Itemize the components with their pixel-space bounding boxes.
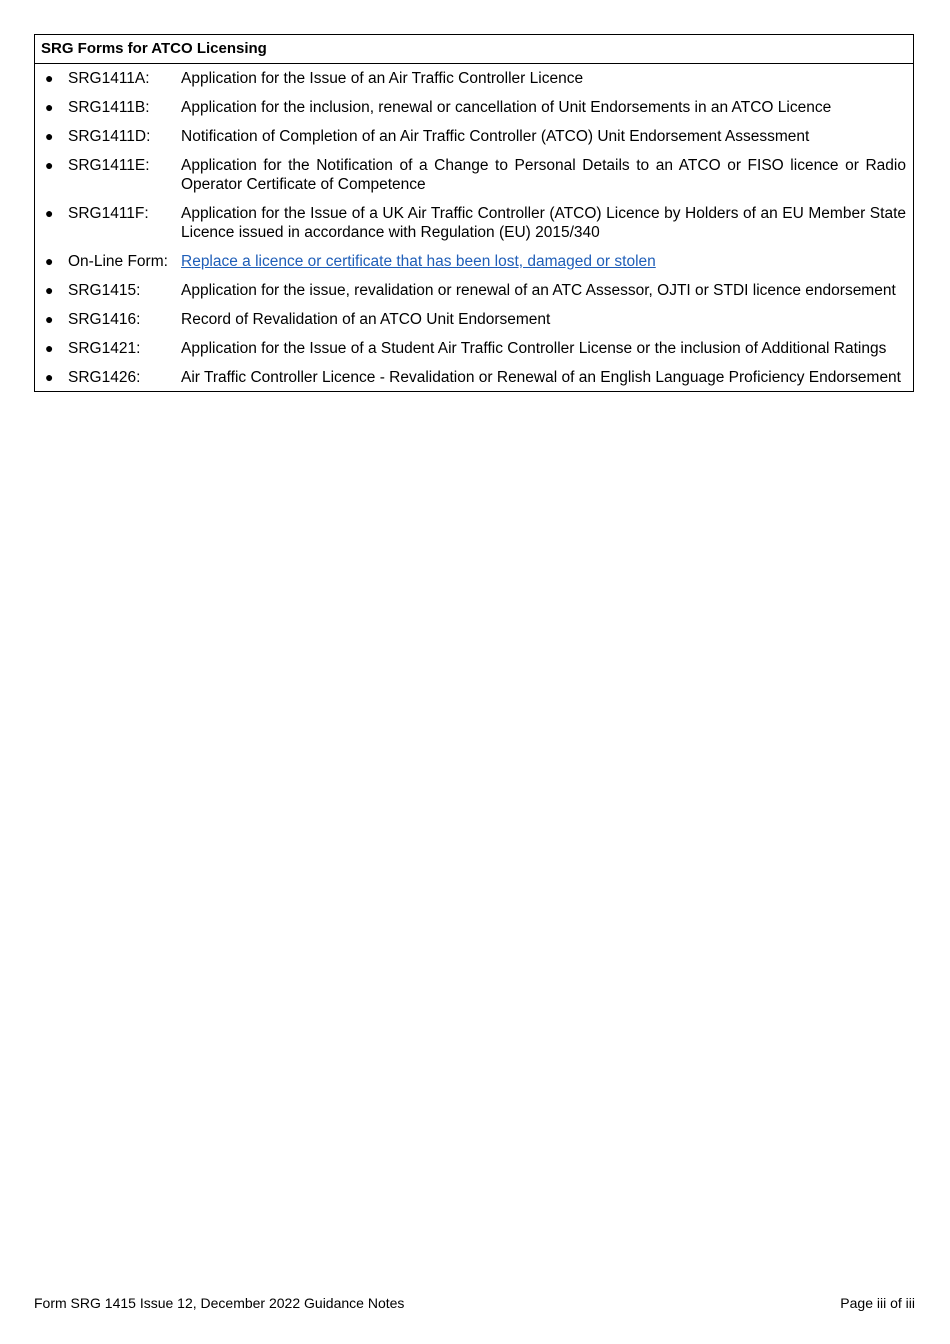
bullet-icon: ●: [45, 282, 54, 298]
form-description: Application for the issue, revalidation or renewal of an ATC Assessor, OJTI or STDI licence endorsement: [181, 282, 896, 299]
list-item: [35, 339, 913, 358]
footer-page-number: Page iii of iii: [840, 1295, 915, 1311]
list-item: [35, 368, 913, 387]
replace-licence-link[interactable]: Replace a licence or certificate that has been lost, damaged or stolen: [181, 253, 656, 270]
form-code: SRG1415:: [68, 282, 141, 299]
form-code: SRG1411E:: [68, 157, 150, 174]
form-code: SRG1411D:: [68, 128, 151, 145]
list-item: [35, 310, 913, 329]
form-description: Record of Revalidation of an ATCO Unit Endorsement: [181, 311, 551, 328]
bullet-icon: ●: [45, 99, 54, 115]
form-description: Application for the Issue of a Student Air Traffic Controller License or the inclusion of Additional Ratings: [181, 340, 887, 357]
form-description: Application for the Notification of a Change to Personal Details to an ATCO or FISO licence or Radio Operator Certificate of Competence: [181, 157, 906, 193]
list-item: [35, 127, 913, 146]
bullet-icon: ●: [45, 205, 54, 221]
form-description: Application for the inclusion, renewal or cancellation of Unit Endorsements in an ATCO Licence: [181, 99, 832, 116]
bullet-icon: ●: [45, 369, 54, 385]
bullet-icon: ●: [45, 340, 54, 356]
box-title: SRG Forms for ATCO Licensing: [35, 35, 913, 64]
bullet-icon: ●: [45, 70, 54, 86]
bullet-icon: ●: [45, 157, 54, 173]
form-code: SRG1411A:: [68, 70, 150, 87]
form-description: Air Traffic Controller Licence - Revalidation or Renewal of an English Language Proficiency Endorsement: [181, 369, 901, 386]
form-description: Application for the Issue of a UK Air Traffic Controller (ATCO) Licence by Holders of an EU Member State Licence issued in accordance with Regulation (EU) 2015/340: [181, 205, 906, 241]
list-item: [35, 156, 913, 194]
bullet-icon: ●: [45, 253, 54, 269]
form-code: On-Line Form:: [68, 253, 168, 270]
list-item: [35, 98, 913, 117]
bullet-icon: ●: [45, 311, 54, 327]
footer-form-info: Form SRG 1415 Issue 12, December 2022 Guidance Notes: [34, 1295, 405, 1311]
bullet-icon: ●: [45, 128, 54, 144]
form-code: SRG1421:: [68, 340, 141, 357]
forms-box: [34, 34, 914, 392]
form-code: SRG1416:: [68, 311, 141, 328]
list-item: [35, 204, 913, 242]
list-item: [35, 69, 913, 88]
list-item: [35, 281, 913, 300]
form-description: Notification of Completion of an Air Traffic Controller (ATCO) Unit Endorsement Assessment: [181, 128, 810, 145]
list-item: [35, 252, 913, 271]
form-code: SRG1411B:: [68, 99, 150, 116]
forms-list: [35, 64, 913, 391]
form-code: SRG1426:: [68, 369, 141, 386]
page-footer: [34, 1295, 915, 1312]
form-description: Application for the Issue of an Air Traffic Controller Licence: [181, 70, 584, 87]
form-code: SRG1411F:: [68, 205, 149, 222]
